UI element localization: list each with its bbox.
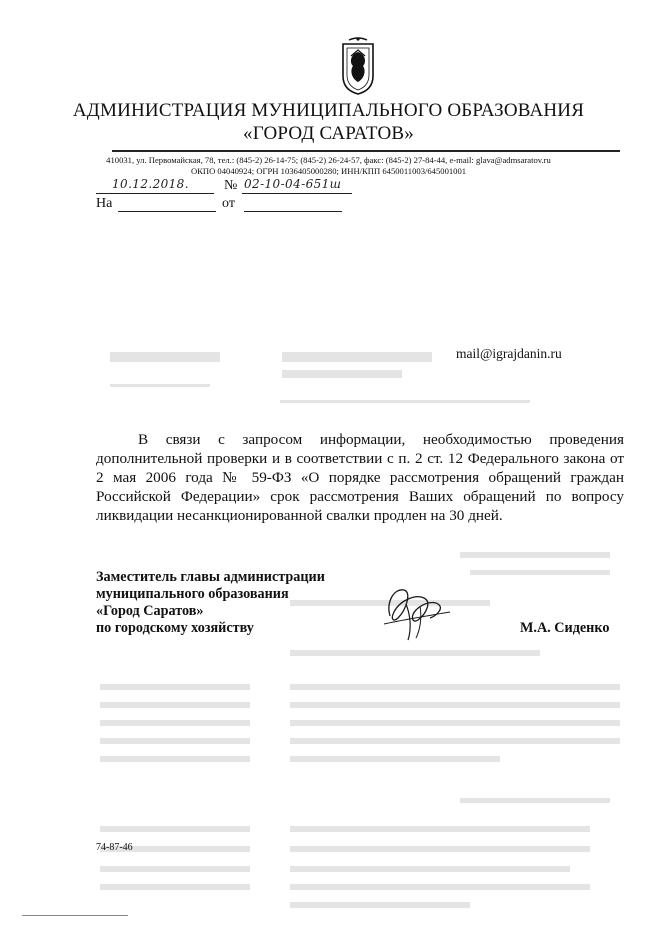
footer-rule <box>22 915 128 916</box>
saratov-coat-of-arms-icon <box>341 36 375 96</box>
from-label: от <box>222 196 235 211</box>
letterhead-rule <box>112 150 620 152</box>
number-underline <box>242 193 352 194</box>
recipient-email: mail@igrajdanin.ru <box>456 346 562 361</box>
from-underline <box>244 211 342 212</box>
contacts-line2: ОКПО 04040924; ОГРН 1036405000280; ИНН/КПП 6450011003/645001001 <box>190 166 467 176</box>
body-paragraph: В связи с запросом информации, необходимостью проведения дополнительной проверки и в соответствии с п. 2 ст. 12 Федерального закона от 2 мая 2006 года № 59-ФЗ «О порядке рассмотрения обращений граждан Российской Федерации» срок рассмотрения Ваших обращений по вопросу ликвидации несанкционированной свалки продлен на 30 дней. <box>96 431 624 524</box>
executor-phone: 74-87-46 <box>96 842 133 853</box>
on-label: На <box>96 196 113 211</box>
signatory-line1: Заместитель главы администрации <box>96 569 325 585</box>
date-underline <box>96 193 214 194</box>
org-title-line1: АДМИНИСТРАЦИЯ МУНИЦИПАЛЬНОГО ОБРАЗОВАНИЯ <box>72 100 585 121</box>
number-sign: № <box>224 178 238 193</box>
org-title-line2: «ГОРОД САРАТОВ» <box>243 123 414 144</box>
signatory-name: М.А. Сиденко <box>520 620 610 636</box>
signatory-position <box>96 569 325 637</box>
signatory-line4: по городскому хозяйству <box>96 620 254 636</box>
registration-date: 10.12.2018. <box>112 177 189 191</box>
on-underline <box>118 211 216 212</box>
signatory-line2: муниципального образования <box>96 586 289 602</box>
registration-number: 02-10-04-651ш <box>244 177 342 191</box>
handwritten-signature <box>376 576 456 646</box>
contacts-line1: 410031, ул. Первомайская, 78, тел.: (845-2) 26-14-75; (845-2) 26-24-57, факс: (845-2) 27-84-44, e-mail: glava@admsaratov.ru <box>106 155 551 165</box>
signatory-line3: «Город Саратов» <box>96 603 204 619</box>
